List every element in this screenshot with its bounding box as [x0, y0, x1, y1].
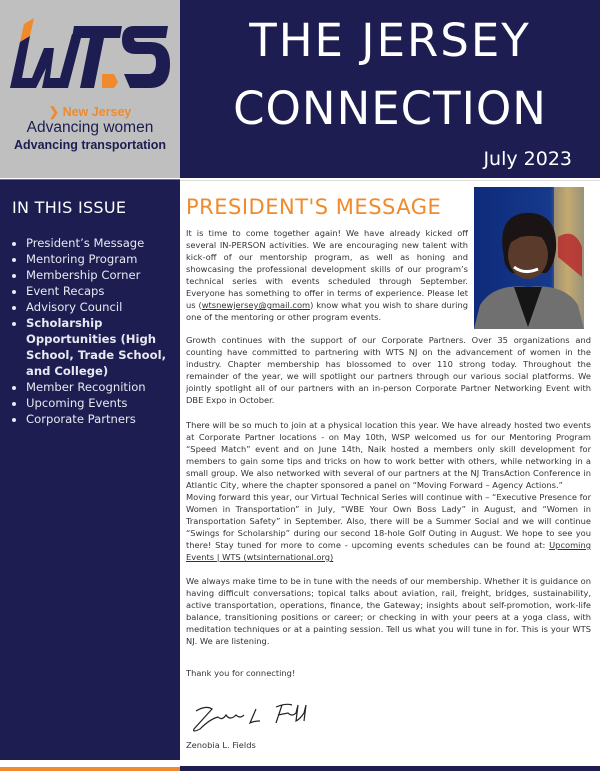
president-photo	[474, 187, 584, 329]
upcoming-events-link[interactable]: Upcoming Events | WTS (wtsinternational.org)	[186, 540, 591, 562]
chapter-name: New Jersey	[62, 105, 132, 119]
toc-item[interactable]: • Scholarship Opportunities (High School, Trade School, and College)	[26, 315, 176, 379]
tagline-1: Advancing women	[26, 119, 154, 136]
email-link[interactable]: wtsnewjersey@gmail.com	[201, 300, 311, 310]
portrait-icon	[474, 187, 584, 329]
in-this-issue-sidebar	[0, 179, 180, 760]
masthead	[180, 0, 600, 178]
toc-item[interactable]: • Event Recaps	[26, 283, 176, 299]
paragraph-membership: We always make time to be in tune with the needs of our membership. Whether it is guidance on having difficult conversations; topical talks about aviation, rail, freight, bridges, sustainability, active transportation, operations, finance, the Gateway; insights about self-promotion, work-life balance, transitioning positions or career; or checking in with your peers at a yoga class, with meditation techniques or at a painting session. Tell us what you will tune in for. This is your WTS NJ. We are listening.	[186, 576, 591, 646]
paragraph-growth: Growth continues with the support of our Corporate Partners. Over 35 organizations and counting have committed to partnering with WTS NJ on the advancement of women in the industry. Chapter membership has blossomed to over 110 strong today. Throughout the remainder of the year, we will spotlight our partners through our various social platforms. We jointly spotlight all of our partners with an in-person Corporate Partner Networking Event with DBE Expo in October.	[186, 335, 591, 405]
toc-item[interactable]: • Mentoring Program	[26, 251, 176, 267]
logo-panel	[0, 0, 180, 178]
newsletter-title-line1: THE JERSEY	[249, 14, 531, 67]
text: Moving forward this year, our Virtual Technical Series will continue with – “Executive Presence for Women in Transportation” in July, “WBE Your Own Boss Lady” in August, and “Women in Transportation Safety” in September. Also, there will be a Summer Social and we will continue “Swings for Scholarship” during our second 18-hole Golf Outing in August. We hope to see you there! Stay tuned for more to come - upcoming events schedules can be found at:	[186, 492, 591, 550]
footer-navy-bar	[180, 766, 600, 771]
signature-icon	[188, 699, 318, 733]
chapter-label: ❯ New Jersey	[48, 105, 132, 119]
toc-item[interactable]: • Member Recognition	[26, 379, 176, 395]
article-title: PRESIDENT'S MESSAGE	[186, 195, 442, 219]
presidents-message-article	[180, 180, 600, 761]
closing-line: Thank you for connecting!	[186, 668, 296, 678]
text: It is time to come together again! We have already kicked off several IN-PERSON activities. We are encouraging new talent with kick-off of our mentorship program, as well as honing and showcasing the professional development skills of our program’s technical series with events scheduled through September. Everyone has something to offer in terms of experience. Please let us (	[186, 228, 468, 310]
newsletter-title-line2: CONNECTION	[233, 82, 547, 135]
paragraph-technical-series	[186, 491, 591, 563]
toc-item[interactable]: • Corporate Partners	[26, 411, 176, 427]
toc-list	[12, 235, 176, 427]
toc-item[interactable]: • President’s Message	[26, 235, 176, 251]
tagline-2: Advancing transportation	[13, 138, 167, 152]
paragraph-events: There will be so much to join at a physical location this year. We have already hosted two events at Corporate Partner locations - on May 10th, WSP welcomed us for our Mentoring Program “Speed Match” event and on June 14th, Naik hosted a members only skill development for members to gain some tips and tricks on how to work better with others, while networking in a small group. We also networked with several of our partners at the NJ TransAction Conference in Atlantic City, where the chapter sponsored a panel on “Moving Forward – Agency Actions.”	[186, 420, 591, 490]
toc-item[interactable]: • Advisory Council	[26, 299, 176, 315]
toc-item[interactable]: • Upcoming Events	[26, 395, 176, 411]
signature-name: Zenobia L. Fields	[186, 740, 256, 750]
issue-date: July 2023	[483, 148, 572, 170]
wts-logo-icon	[10, 16, 172, 96]
paragraph-intro	[186, 227, 468, 323]
text: ) know what you wish to share during one of the mentoring or other program events.	[186, 300, 468, 322]
footer-orange-bar	[0, 767, 180, 771]
toc-item[interactable]: • Membership Corner	[26, 267, 176, 283]
sidebar-title: IN THIS ISSUE	[12, 198, 127, 217]
